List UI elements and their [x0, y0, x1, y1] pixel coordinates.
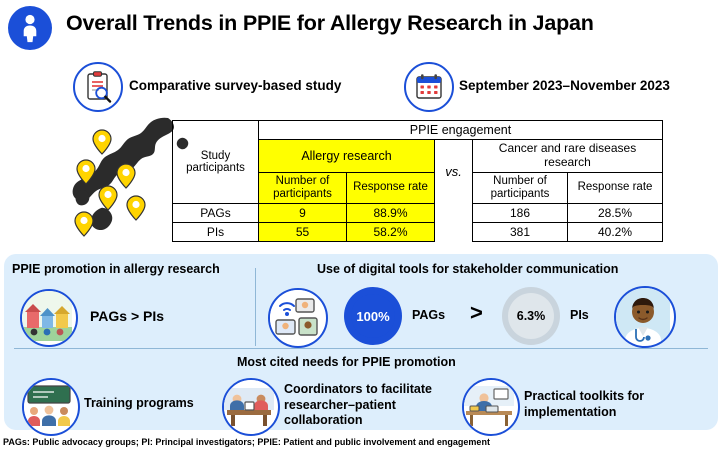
engagement-header: PPIE engagement: [259, 121, 663, 140]
row-label-pis: PIs: [173, 223, 259, 242]
vs-spacer: [435, 223, 473, 242]
pags-allergy-participants: 9: [259, 204, 347, 223]
footnote: PAGs: Public advocacy groups; PI: Principal investigators; PPIE: Patient and public involvement and engagement: [3, 437, 490, 447]
digital-heading: Use of digital tools for stakeholder communication: [317, 262, 619, 276]
vs-spacer: [435, 204, 473, 223]
pis-digital-donut: [502, 287, 560, 345]
pags-digital-value: 100%: [351, 294, 395, 338]
needs-label-1: Training programs: [84, 396, 194, 410]
allergy-header: Allergy research: [259, 140, 435, 173]
table-row: [173, 223, 663, 242]
page-title: Overall Trends in PPIE for Allergy Research in Japan: [66, 11, 594, 35]
cancer-response-subheader: Response rate: [568, 172, 663, 203]
allergy-participants-subheader: Number of participants: [259, 172, 347, 203]
calendar-icon: [404, 62, 454, 112]
promotion-comparison: PAGs > PIs: [90, 308, 165, 324]
needs-label-2: Coordinators to facilitate researcher–patient collaboration: [284, 382, 432, 428]
allergy-response-subheader: Response rate: [347, 172, 435, 203]
panel-divider-horizontal: [14, 348, 708, 349]
needs-heading: Most cited needs for PPIE promotion: [237, 355, 456, 369]
row-label-header: Study participants: [173, 121, 259, 204]
online-meeting-icon: [268, 288, 328, 348]
table-row: [173, 204, 663, 223]
cancer-header: Cancer and rare diseases research: [473, 140, 663, 173]
pags-cancer-participants: 186: [473, 204, 568, 223]
pags-allergy-response: 88.9%: [347, 204, 435, 223]
pags-digital-label: PAGs: [412, 308, 446, 322]
vs-label: vs.: [435, 140, 473, 204]
study-period-label: September 2023–November 2023: [459, 78, 670, 93]
promotion-heading: PPIE promotion in allergy research: [12, 262, 220, 276]
pis-allergy-participants: 55: [259, 223, 347, 242]
toolkit-desk-icon: [462, 378, 520, 436]
pis-cancer-participants: 381: [473, 223, 568, 242]
needs-label-3: Practical toolkits for implementation: [524, 389, 645, 419]
pis-digital-label: PIs: [570, 308, 589, 322]
doctor-icon: [614, 286, 676, 348]
community-health-illustration-icon: [20, 289, 78, 347]
header: [0, 0, 724, 56]
study-type-label: Comparative survey-based study: [129, 78, 342, 93]
results-table: [172, 120, 662, 242]
table-row: [173, 121, 663, 140]
row-label-pags: PAGs: [173, 204, 259, 223]
clipboard-magnifier-icon: [73, 62, 123, 112]
person-icon: [8, 6, 52, 50]
pags-cancer-response: 28.5%: [568, 204, 663, 223]
coordinator-desk-icon: [222, 378, 280, 436]
pis-allergy-response: 58.2%: [347, 223, 435, 242]
greater-than-operator: >: [470, 300, 483, 325]
training-group-icon: [22, 378, 80, 436]
panel-divider-vertical: [255, 268, 256, 346]
pags-digital-donut: [344, 287, 402, 345]
pis-cancer-response: 40.2%: [568, 223, 663, 242]
ppie-engagement-table: [172, 120, 663, 242]
pis-digital-value: 6.3%: [508, 293, 554, 339]
cancer-participants-subheader: Number of participants: [473, 172, 568, 203]
